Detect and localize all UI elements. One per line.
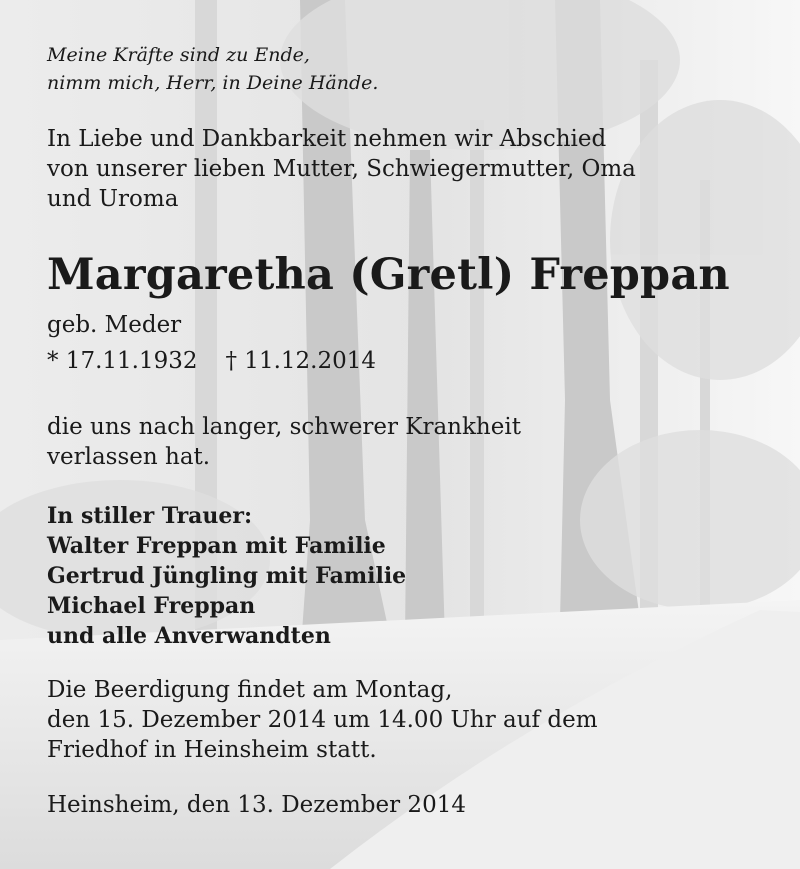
- life-dates: [47, 348, 376, 374]
- deceased-name: Margaretha (Gretl) Freppan: [47, 250, 730, 300]
- place-date: Heinsheim, den 13. Dezember 2014: [47, 792, 466, 818]
- intro-line-2: von unserer lieben Mutter, Schwiegermutter, Oma: [47, 156, 636, 182]
- death-date: † 11.12.2014: [225, 348, 376, 374]
- mourner-1: Walter Freppan mit Familie: [47, 533, 386, 559]
- funeral-line-2: den 15. Dezember 2014 um 14.00 Uhr auf dem: [47, 707, 598, 733]
- intro-line-3: und Uroma: [47, 186, 179, 212]
- mourner-4: und alle Anverwandten: [47, 623, 331, 649]
- mourner-2: Gertrud Jüngling mit Familie: [47, 563, 407, 589]
- verse-line-1: Meine Kräfte sind zu Ende,: [47, 44, 310, 66]
- maiden-name: geb. Meder: [47, 312, 182, 338]
- funeral-line-1: Die Beerdigung findet am Montag,: [47, 677, 453, 703]
- intro-line-1: In Liebe und Dankbarkeit nehmen wir Abschied: [47, 126, 607, 152]
- birth-date: * 17.11.1932: [47, 348, 198, 374]
- mourners-heading: In stiller Trauer:: [47, 503, 253, 529]
- verse-line-2: nimm mich, Herr, in Deine Hände.: [47, 72, 379, 94]
- passing-line-1: die uns nach langer, schwerer Krankheit: [47, 414, 521, 440]
- passing-line-2: verlassen hat.: [47, 444, 211, 470]
- mourner-3: Michael Freppan: [47, 593, 256, 619]
- funeral-line-3: Friedhof in Heinsheim statt.: [47, 737, 377, 763]
